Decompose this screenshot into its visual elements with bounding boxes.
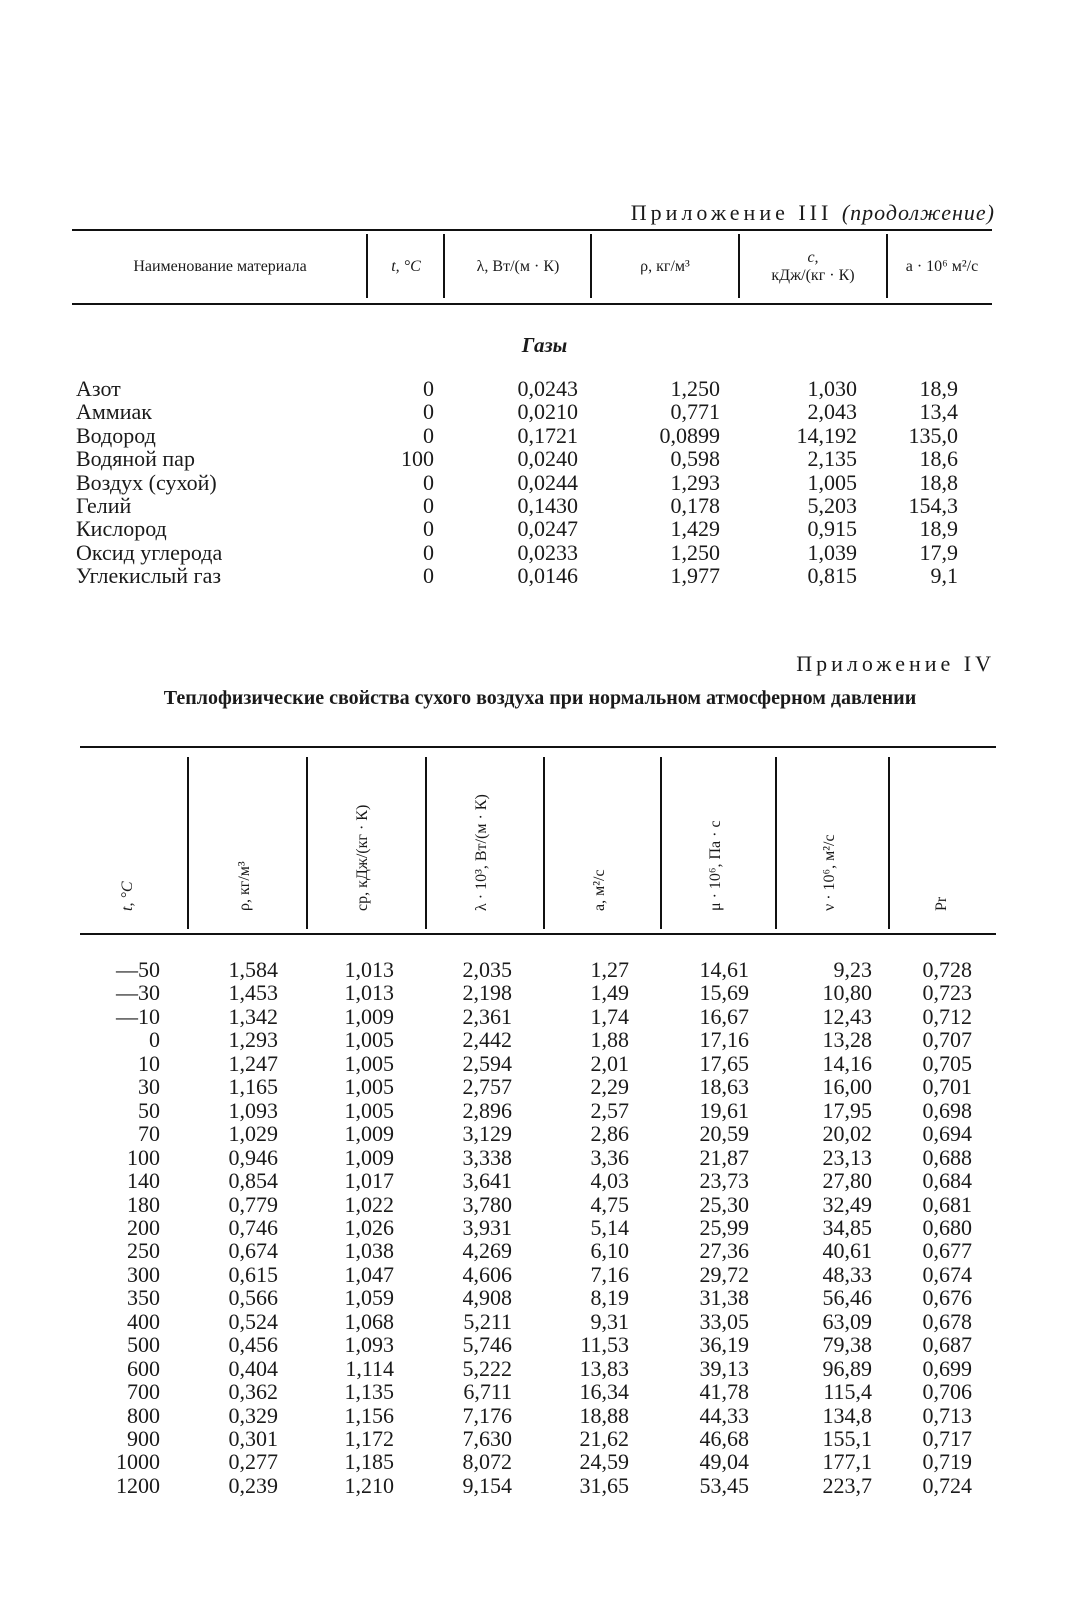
appendix4-cell-rho: 0,277 bbox=[228, 1449, 278, 1475]
appendix4-header-lambda-text: λ · 10³, Вт/(м · К) bbox=[473, 794, 490, 911]
appendix4-cell-mu: 44,33 bbox=[699, 1402, 749, 1428]
appendix3-cell-name: Водяной пар bbox=[76, 446, 195, 472]
appendix3-cell-lambda: 0,0240 bbox=[517, 446, 578, 472]
appendix4-cell-a: 1,27 bbox=[590, 957, 629, 982]
appendix4-cell-rho: 0,329 bbox=[228, 1402, 278, 1428]
appendix4-cell-a: 13,83 bbox=[579, 1355, 629, 1381]
appendix4-cell-pr: 0,707 bbox=[922, 1027, 972, 1053]
appendix4-cell-rho: 1,293 bbox=[228, 1027, 278, 1053]
appendix3-cell-lambda: 0,0244 bbox=[517, 469, 578, 495]
appendix4-cell-cp: 1,013 bbox=[344, 980, 394, 1006]
appendix4-header-rho bbox=[225, 757, 265, 929]
appendix4-cell-a: 24,59 bbox=[579, 1449, 629, 1475]
appendix4-cell-nu: 48,33 bbox=[822, 1261, 872, 1287]
appendix3-cell-c: 14,192 bbox=[796, 422, 857, 448]
appendix3-header-c-bottom: кДж/(кг · К) bbox=[771, 267, 855, 284]
appendix4-cell-cp: 1,047 bbox=[344, 1261, 394, 1287]
appendix4-cell-rho: 0,404 bbox=[228, 1355, 278, 1381]
appendix4-cell-rho: 0,524 bbox=[228, 1308, 278, 1334]
appendix3-header-t: t, °C bbox=[391, 258, 421, 275]
appendix3-cell-t: 100 bbox=[401, 446, 434, 472]
appendix4-cell-pr: 0,706 bbox=[922, 1379, 972, 1405]
appendix3-header-name: Наименование материала bbox=[133, 258, 307, 275]
appendix4-col-divider bbox=[187, 757, 189, 929]
appendix4-cell-a: 3,36 bbox=[590, 1144, 629, 1170]
appendix4-cell-lambda: 3,129 bbox=[462, 1121, 512, 1147]
appendix3-caption-note: (продолжение) bbox=[841, 200, 995, 225]
appendix4-cell-a: 6,10 bbox=[590, 1238, 629, 1264]
appendix4-cell-lambda: 2,757 bbox=[462, 1074, 512, 1100]
appendix4-cell-t: —10 bbox=[116, 1003, 160, 1029]
appendix4-cell-a: 7,16 bbox=[590, 1261, 629, 1287]
appendix3-cell-c: 2,043 bbox=[807, 399, 857, 425]
appendix4-cell-pr: 0,701 bbox=[922, 1074, 972, 1100]
appendix4-cell-rho: 1,093 bbox=[228, 1097, 278, 1123]
appendix4-cell-cp: 1,009 bbox=[344, 1144, 394, 1170]
appendix3-caption-label: Приложение III bbox=[630, 200, 833, 225]
appendix4-cell-pr: 0,684 bbox=[922, 1168, 972, 1194]
appendix4-cell-a: 8,19 bbox=[590, 1285, 629, 1311]
appendix3-header-c bbox=[740, 249, 886, 285]
appendix4-cell-t: 1000 bbox=[116, 1449, 160, 1475]
appendix3-cell-c: 1,030 bbox=[807, 376, 857, 401]
appendix4-cell-mu: 36,19 bbox=[699, 1332, 749, 1358]
appendix4-header-cp bbox=[343, 757, 383, 929]
appendix3-cell-a: 18,9 bbox=[919, 376, 958, 401]
appendix4-header-a-text: a, м²/с bbox=[591, 869, 608, 911]
appendix4-cell-rho: 0,615 bbox=[228, 1261, 278, 1287]
appendix3-cell-c: 0,915 bbox=[807, 516, 857, 542]
appendix4-cell-pr: 0,719 bbox=[922, 1449, 972, 1475]
appendix4-cell-lambda: 5,211 bbox=[463, 1308, 512, 1334]
appendix4-cell-lambda: 2,035 bbox=[462, 957, 512, 982]
appendix4-cell-rho: 1,247 bbox=[228, 1050, 278, 1076]
appendix3-col-divider bbox=[443, 234, 445, 298]
appendix4-cell-nu: 56,46 bbox=[822, 1285, 872, 1311]
appendix4-cell-t: 30 bbox=[138, 1074, 160, 1100]
appendix4-cell-nu: 17,95 bbox=[822, 1097, 872, 1123]
appendix4-header-rho-text: ρ, кг/м³ bbox=[236, 861, 253, 911]
appendix3-cell-name: Оксид углерода bbox=[76, 539, 223, 565]
appendix4-cell-rho: 1,342 bbox=[228, 1003, 278, 1029]
appendix4-cell-rho: 0,239 bbox=[228, 1472, 278, 1498]
appendix3-col-divider bbox=[366, 234, 368, 298]
appendix3-cell-rho: 1,250 bbox=[670, 376, 720, 401]
appendix4-cell-t: 70 bbox=[138, 1121, 160, 1147]
appendix4-cell-cp: 1,185 bbox=[344, 1449, 394, 1475]
appendix4-cell-nu: 10,80 bbox=[822, 980, 872, 1006]
appendix4-cell-lambda: 4,269 bbox=[462, 1238, 512, 1264]
appendix4-cell-nu: 23,13 bbox=[822, 1144, 872, 1170]
appendix3-header-rule bbox=[72, 303, 992, 305]
appendix4-cell-t: 900 bbox=[127, 1426, 160, 1451]
appendix4-cell-mu: 25,30 bbox=[699, 1191, 749, 1217]
appendix4-cell-nu: 32,49 bbox=[822, 1191, 872, 1217]
appendix3-cell-a: 9,1 bbox=[930, 563, 958, 589]
appendix3-cell-a: 154,3 bbox=[908, 493, 958, 518]
appendix4-cell-rho: 0,946 bbox=[228, 1144, 278, 1170]
appendix3-cell-name: Азот bbox=[76, 376, 121, 401]
appendix3-cell-a: 18,6 bbox=[919, 446, 958, 472]
appendix4-col-divider bbox=[306, 757, 308, 929]
appendix4-cell-cp: 1,017 bbox=[344, 1168, 394, 1194]
appendix3-cell-name: Углекислый газ bbox=[76, 563, 222, 589]
appendix4-cell-mu: 20,59 bbox=[699, 1121, 749, 1147]
appendix3-cell-rho: 0,178 bbox=[670, 493, 720, 518]
appendix4-cell-mu: 25,99 bbox=[699, 1214, 749, 1240]
appendix4-cell-rho: 0,301 bbox=[228, 1426, 278, 1451]
appendix3-cell-a: 18,8 bbox=[919, 469, 958, 495]
appendix4-cell-lambda: 3,780 bbox=[462, 1191, 512, 1217]
appendix4-top-rule bbox=[80, 746, 996, 748]
appendix3-cell-lambda: 0,0146 bbox=[517, 563, 578, 589]
appendix4-cell-nu: 155,1 bbox=[822, 1426, 872, 1451]
appendix4-cell-cp: 1,022 bbox=[344, 1191, 394, 1217]
appendix3-cell-rho: 1,977 bbox=[670, 563, 720, 589]
appendix4-cell-lambda: 5,222 bbox=[462, 1355, 512, 1381]
appendix4-cell-cp: 1,009 bbox=[344, 1121, 394, 1147]
appendix4-cell-cp: 1,156 bbox=[344, 1402, 394, 1428]
appendix4-cell-lambda: 2,594 bbox=[462, 1050, 512, 1076]
appendix4-cell-cp: 1,172 bbox=[344, 1426, 394, 1451]
appendix3-cell-lambda: 0,0247 bbox=[517, 516, 578, 542]
appendix4-cell-t: —30 bbox=[116, 980, 160, 1006]
appendix4-cell-rho: 0,746 bbox=[228, 1214, 278, 1240]
appendix3-header-rho: ρ, кг/м³ bbox=[640, 258, 690, 275]
appendix4-cell-lambda: 8,072 bbox=[462, 1449, 512, 1475]
appendix3-header-c-top: c, bbox=[807, 249, 819, 266]
appendix4-col-divider bbox=[888, 757, 890, 929]
appendix4-cell-mu: 29,72 bbox=[699, 1261, 749, 1287]
appendix4-cell-rho: 0,779 bbox=[228, 1191, 278, 1217]
appendix3-header-lambda: λ, Вт/(м · К) bbox=[476, 258, 560, 275]
appendix4-col-divider bbox=[425, 757, 427, 929]
appendix4-cell-mu: 53,45 bbox=[699, 1472, 749, 1498]
appendix4-cell-pr: 0,713 bbox=[922, 1402, 972, 1428]
appendix4-header-t bbox=[108, 757, 148, 929]
appendix4-cell-a: 1,74 bbox=[590, 1003, 629, 1029]
appendix3-cell-a: 13,4 bbox=[919, 399, 958, 425]
appendix4-cell-a: 11,53 bbox=[580, 1332, 629, 1358]
appendix4-cell-mu: 17,16 bbox=[699, 1027, 749, 1053]
appendix4-header-a bbox=[580, 757, 620, 929]
appendix4-header-nu-text: ν · 10⁶, м²/с bbox=[821, 834, 838, 911]
appendix3-cell-a: 135,0 bbox=[908, 422, 958, 448]
appendix4-cell-a: 21,62 bbox=[579, 1426, 629, 1451]
appendix4-cell-a: 16,34 bbox=[579, 1379, 629, 1405]
appendix4-cell-nu: 96,89 bbox=[822, 1355, 872, 1381]
appendix4-cell-cp: 1,026 bbox=[344, 1214, 394, 1240]
appendix4-cell-t: 350 bbox=[127, 1285, 160, 1311]
appendix4-cell-rho: 0,674 bbox=[228, 1238, 278, 1264]
appendix3-cell-name: Водород bbox=[76, 422, 156, 448]
appendix4-cell-rho: 0,566 bbox=[228, 1285, 278, 1311]
appendix4-cell-lambda: 2,198 bbox=[462, 980, 512, 1006]
appendix3-cell-lambda: 0,0243 bbox=[517, 376, 578, 401]
appendix4-cell-t: 100 bbox=[127, 1144, 160, 1170]
appendix4-cell-pr: 0,717 bbox=[922, 1426, 972, 1451]
appendix4-cell-pr: 0,676 bbox=[922, 1285, 972, 1311]
appendix4-cell-lambda: 5,746 bbox=[462, 1332, 512, 1358]
appendix3-cell-name: Кислород bbox=[76, 516, 167, 542]
appendix3-cell-rho: 0,0899 bbox=[659, 422, 720, 448]
appendix3-cell-t: 0 bbox=[423, 516, 434, 542]
appendix4-cell-mu: 27,36 bbox=[699, 1238, 749, 1264]
appendix4-cell-t: —50 bbox=[116, 957, 160, 982]
appendix4-cell-nu: 40,61 bbox=[822, 1238, 872, 1264]
appendix4-cell-rho: 1,453 bbox=[228, 980, 278, 1006]
appendix3-cell-rho: 1,429 bbox=[670, 516, 720, 542]
appendix4-cell-t: 700 bbox=[127, 1379, 160, 1405]
appendix4-cell-pr: 0,698 bbox=[922, 1097, 972, 1123]
appendix3-cell-c: 0,815 bbox=[807, 563, 857, 589]
appendix4-cell-a: 4,03 bbox=[590, 1168, 629, 1194]
appendix4-cell-t: 400 bbox=[127, 1308, 160, 1334]
appendix4-cell-lambda: 3,338 bbox=[462, 1144, 512, 1170]
appendix4-cell-pr: 0,712 bbox=[922, 1003, 972, 1029]
appendix3-cell-c: 1,005 bbox=[807, 469, 857, 495]
appendix3-cell-c: 5,203 bbox=[807, 493, 857, 518]
appendix4-cell-a: 31,65 bbox=[579, 1472, 629, 1498]
appendix4-header-t-text: t, °C bbox=[119, 881, 136, 911]
appendix4-cell-cp: 1,059 bbox=[344, 1285, 394, 1311]
appendix4-cell-lambda: 4,606 bbox=[462, 1261, 512, 1287]
appendix4-cell-cp: 1,005 bbox=[344, 1050, 394, 1076]
appendix4-cell-a: 2,86 bbox=[590, 1121, 629, 1147]
appendix4-cell-lambda: 7,630 bbox=[462, 1426, 512, 1451]
appendix4-cell-a: 1,88 bbox=[590, 1027, 629, 1053]
appendix4-header-rule bbox=[80, 933, 996, 935]
appendix4-title: Теплофизические свойства сухого воздуха при нормальном атмосферном давлении bbox=[163, 687, 917, 709]
appendix4-cell-pr: 0,723 bbox=[922, 980, 972, 1006]
appendix4-cell-mu: 21,87 bbox=[699, 1144, 749, 1170]
appendix4-cell-cp: 1,114 bbox=[345, 1355, 394, 1381]
appendix4-cell-nu: 27,80 bbox=[822, 1168, 872, 1194]
appendix4-cell-nu: 16,00 bbox=[822, 1074, 872, 1100]
appendix4-cell-cp: 1,005 bbox=[344, 1074, 394, 1100]
appendix3-cell-t: 0 bbox=[423, 493, 434, 518]
appendix4-col-divider bbox=[660, 757, 662, 929]
appendix4-cell-lambda: 6,711 bbox=[463, 1379, 512, 1405]
appendix4-cell-mu: 18,63 bbox=[699, 1074, 749, 1100]
appendix4-cell-pr: 0,724 bbox=[922, 1472, 972, 1498]
appendix3-cell-name: Воздух (сухой) bbox=[76, 469, 217, 495]
appendix4-cell-cp: 1,005 bbox=[344, 1097, 394, 1123]
appendix4-cell-mu: 19,61 bbox=[699, 1097, 749, 1123]
appendix3-cell-rho: 0,771 bbox=[670, 399, 720, 425]
appendix4-cell-lambda: 3,931 bbox=[462, 1214, 512, 1240]
appendix3-cell-rho: 1,293 bbox=[670, 469, 720, 495]
appendix4-cell-a: 2,01 bbox=[590, 1050, 629, 1076]
appendix4-cell-nu: 13,28 bbox=[822, 1027, 872, 1053]
appendix4-col-divider bbox=[775, 757, 777, 929]
appendix4-cell-cp: 1,093 bbox=[344, 1332, 394, 1358]
appendix4-cell-a: 4,75 bbox=[590, 1191, 629, 1217]
appendix4-cell-nu: 20,02 bbox=[822, 1121, 872, 1147]
appendix3-header-a: a · 10⁶ м²/с bbox=[905, 258, 979, 275]
appendix4-cell-pr: 0,687 bbox=[922, 1332, 972, 1358]
appendix4-cell-t: 500 bbox=[127, 1332, 160, 1358]
appendix4-header-pr-text: Pr bbox=[933, 896, 950, 911]
appendix3-cell-a: 17,9 bbox=[919, 539, 958, 565]
appendix3-cell-rho: 1,250 bbox=[670, 539, 720, 565]
appendix4-cell-lambda: 3,641 bbox=[462, 1168, 512, 1194]
appendix4-cell-a: 18,88 bbox=[579, 1402, 629, 1428]
appendix4-cell-lambda: 2,896 bbox=[462, 1097, 512, 1123]
appendix4-cell-t: 0 bbox=[149, 1027, 160, 1053]
appendix4-cell-nu: 12,43 bbox=[822, 1003, 872, 1029]
appendix3-cell-lambda: 0,0210 bbox=[517, 399, 578, 425]
appendix4-cell-cp: 1,038 bbox=[344, 1238, 394, 1264]
appendix4-cell-lambda: 9,154 bbox=[462, 1472, 512, 1498]
appendix4-cell-t: 250 bbox=[127, 1238, 160, 1264]
appendix4-cell-pr: 0,705 bbox=[922, 1050, 972, 1076]
appendix4-cell-nu: 177,1 bbox=[822, 1449, 872, 1475]
appendix4-cell-mu: 33,05 bbox=[699, 1308, 749, 1334]
appendix4-cell-pr: 0,680 bbox=[922, 1214, 972, 1240]
appendix4-cell-mu: 15,69 bbox=[699, 980, 749, 1006]
appendix3-cell-lambda: 0,1430 bbox=[517, 493, 578, 518]
appendix4-cell-nu: 115,4 bbox=[823, 1379, 872, 1405]
appendix3-cell-c: 2,135 bbox=[807, 446, 857, 472]
appendix4-cell-a: 2,57 bbox=[590, 1097, 629, 1123]
appendix4-header-mu-text: μ · 10⁶, Па · с bbox=[707, 820, 724, 911]
appendix4-cell-mu: 16,67 bbox=[699, 1003, 749, 1029]
appendix3-cell-rho: 0,598 bbox=[670, 446, 720, 472]
appendix4-header-lambda bbox=[462, 757, 502, 929]
appendix3-cell-lambda: 0,1721 bbox=[517, 422, 578, 448]
appendix4-header-pr bbox=[922, 757, 962, 929]
appendix4-cell-pr: 0,688 bbox=[922, 1144, 972, 1170]
appendix3-cell-t: 0 bbox=[423, 422, 434, 448]
appendix4-cell-pr: 0,728 bbox=[922, 957, 972, 982]
appendix3-cell-t: 0 bbox=[423, 376, 434, 401]
appendix3-cell-lambda: 0,0233 bbox=[517, 539, 578, 565]
appendix4-col-divider bbox=[543, 757, 545, 929]
appendix4-cell-nu: 134,8 bbox=[822, 1402, 872, 1428]
appendix3-caption bbox=[0, 200, 995, 226]
appendix4-cell-t: 200 bbox=[127, 1214, 160, 1240]
appendix4-caption: Приложение IV bbox=[796, 651, 995, 676]
appendix4-cell-rho: 0,362 bbox=[228, 1379, 278, 1405]
appendix3-col-divider bbox=[886, 234, 888, 298]
appendix4-cell-mu: 41,78 bbox=[699, 1379, 749, 1405]
appendix4-cell-mu: 17,65 bbox=[699, 1050, 749, 1076]
appendix4-cell-nu: 9,23 bbox=[833, 957, 872, 982]
appendix4-cell-lambda: 7,176 bbox=[462, 1402, 512, 1428]
appendix4-header-cp-text: cp, кДж/(кг · К) bbox=[354, 804, 371, 911]
appendix3-cell-t: 0 bbox=[423, 563, 434, 589]
appendix4-cell-lambda: 2,361 bbox=[462, 1003, 512, 1029]
appendix3-cell-a: 18,9 bbox=[919, 516, 958, 542]
appendix4-header-nu bbox=[810, 757, 850, 929]
appendix4-cell-pr: 0,681 bbox=[922, 1191, 972, 1217]
appendix4-cell-t: 140 bbox=[127, 1168, 160, 1194]
appendix3-cell-name: Аммиак bbox=[76, 399, 152, 425]
appendix4-cell-t: 50 bbox=[138, 1097, 160, 1123]
appendix4-cell-t: 1200 bbox=[116, 1472, 160, 1498]
appendix4-header-mu bbox=[696, 757, 736, 929]
appendix4-cell-a: 9,31 bbox=[590, 1308, 629, 1334]
appendix4-cell-rho: 1,165 bbox=[228, 1074, 278, 1100]
appendix4-cell-mu: 31,38 bbox=[699, 1285, 749, 1311]
appendix4-cell-mu: 23,73 bbox=[699, 1168, 749, 1194]
appendix4-cell-rho: 1,029 bbox=[228, 1121, 278, 1147]
appendix4-cell-mu: 39,13 bbox=[699, 1355, 749, 1381]
appendix3-section-title: Газы bbox=[521, 333, 568, 357]
appendix4-cell-cp: 1,068 bbox=[344, 1308, 394, 1334]
appendix4-cell-nu: 34,85 bbox=[822, 1214, 872, 1240]
appendix4-cell-lambda: 4,908 bbox=[462, 1285, 512, 1311]
appendix4-cell-nu: 14,16 bbox=[822, 1050, 872, 1076]
appendix4-cell-nu: 63,09 bbox=[822, 1308, 872, 1334]
appendix4-cell-cp: 1,009 bbox=[344, 1003, 394, 1029]
appendix3-cell-t: 0 bbox=[423, 399, 434, 425]
appendix3-cell-name: Гелий bbox=[76, 493, 132, 518]
appendix3-top-rule bbox=[72, 229, 992, 231]
appendix4-cell-cp: 1,005 bbox=[344, 1027, 394, 1053]
appendix3-cell-c: 1,039 bbox=[807, 539, 857, 565]
appendix4-cell-nu: 223,7 bbox=[822, 1472, 872, 1498]
appendix4-cell-t: 600 bbox=[127, 1355, 160, 1381]
appendix4-cell-pr: 0,677 bbox=[922, 1238, 972, 1264]
appendix4-cell-cp: 1,210 bbox=[344, 1472, 394, 1498]
appendix4-cell-pr: 0,674 bbox=[922, 1261, 972, 1287]
appendix4-cell-a: 2,29 bbox=[590, 1074, 629, 1100]
appendix4-cell-lambda: 2,442 bbox=[462, 1027, 512, 1053]
appendix3-cell-t: 0 bbox=[423, 539, 434, 565]
appendix4-cell-pr: 0,694 bbox=[922, 1121, 972, 1147]
appendix4-cell-cp: 1,135 bbox=[344, 1379, 394, 1405]
appendix4-cell-cp: 1,013 bbox=[344, 957, 394, 982]
appendix4-cell-a: 5,14 bbox=[590, 1214, 629, 1240]
appendix4-cell-t: 180 bbox=[127, 1191, 160, 1217]
appendix4-cell-mu: 49,04 bbox=[699, 1449, 749, 1475]
appendix4-cell-rho: 0,456 bbox=[228, 1332, 278, 1358]
appendix4-cell-t: 300 bbox=[127, 1261, 160, 1287]
appendix4-cell-nu: 79,38 bbox=[822, 1332, 872, 1358]
appendix4-cell-mu: 46,68 bbox=[699, 1426, 749, 1451]
appendix4-cell-t: 10 bbox=[138, 1050, 160, 1076]
appendix3-cell-t: 0 bbox=[423, 469, 434, 495]
appendix4-cell-pr: 0,678 bbox=[922, 1308, 972, 1334]
appendix4-cell-t: 800 bbox=[127, 1402, 160, 1428]
appendix4-cell-a: 1,49 bbox=[590, 980, 629, 1006]
appendix4-cell-pr: 0,699 bbox=[922, 1355, 972, 1381]
appendix4-cell-mu: 14,61 bbox=[699, 957, 749, 982]
appendix4-cell-rho: 1,584 bbox=[228, 957, 278, 982]
appendix4-cell-rho: 0,854 bbox=[228, 1168, 278, 1194]
